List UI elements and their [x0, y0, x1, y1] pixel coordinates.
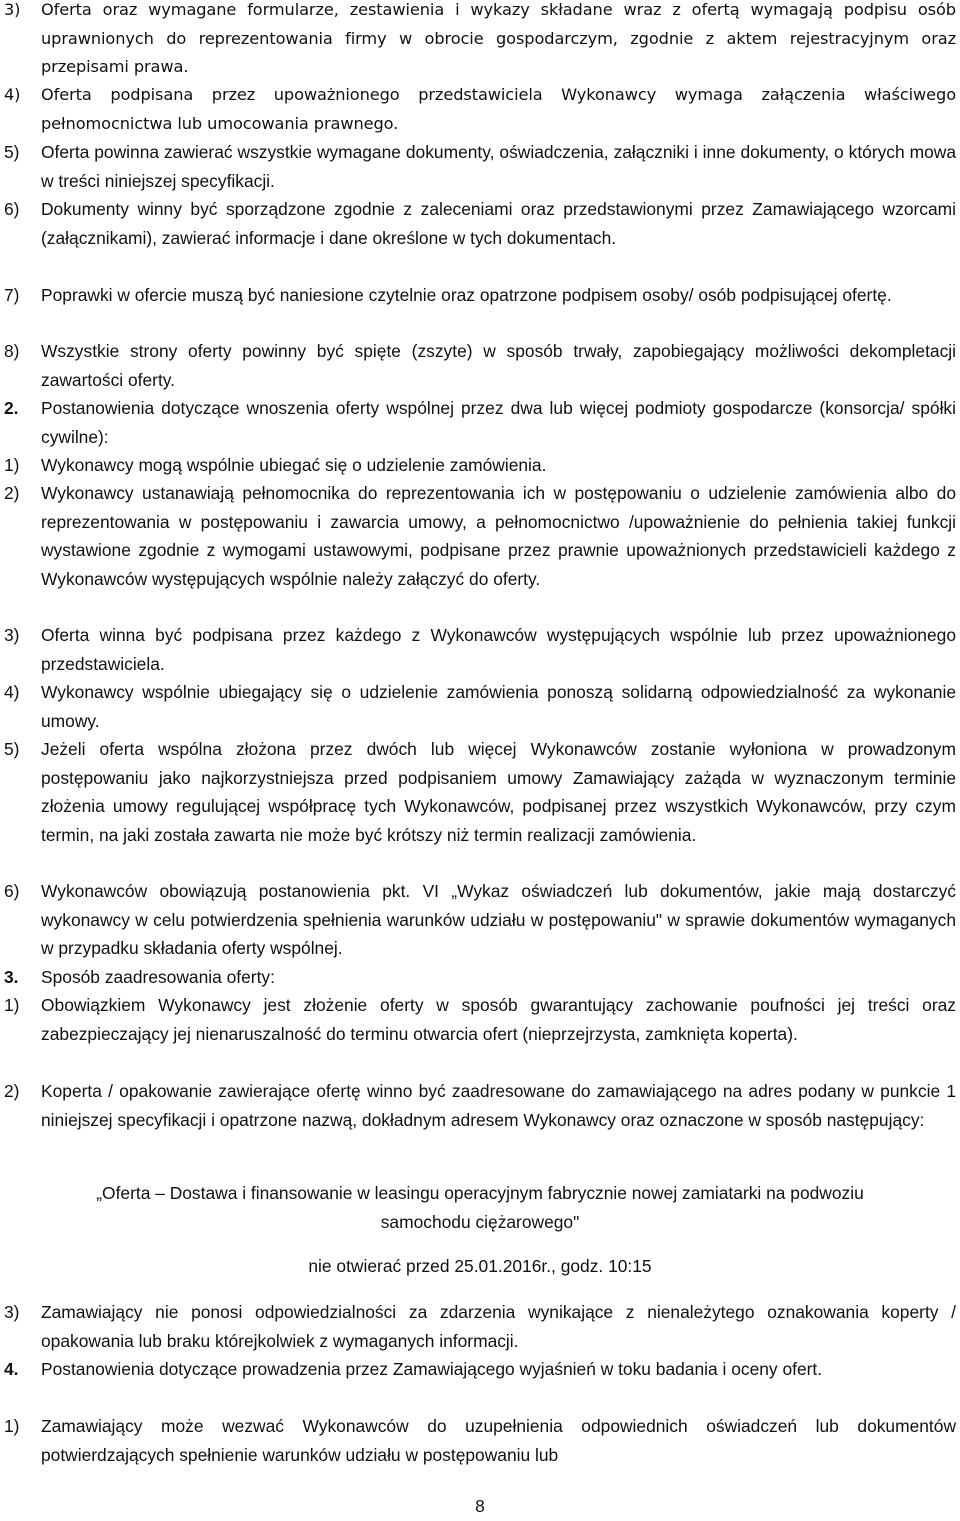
item-number: 1)	[4, 455, 20, 475]
list-item	[0, 735, 956, 849]
item-number: 3)	[4, 0, 21, 19]
item-text: Jeżeli oferta wspólna złożona przez dwóch lub więcej Wykonawców zostanie wyłoniona w prowadzonym postępowaniu jako najkorzystniejsza przed podpisaniem umowy Zamawiający zażąda w wyznaczonym terminie złożenia umowy regulującej współpracę tych Wykonawców, podpisanej przez wszystkich Wykonawców, przy czym termin, na jaki została zawarta nie może być krótszy niż termin realizacji zamówienia.	[41, 739, 956, 845]
item-text: Wykonawcy mogą wspólnie ubiegać się o udzielenie zamówienia.	[41, 455, 547, 475]
list-item	[0, 451, 956, 480]
item-text: Zamawiający może wezwać Wykonawców do uzupełnienia odpowiednich oświadczeń lub dokumentów potwierdzających spełnienie warunków udziału w postępowaniu lub	[41, 1416, 956, 1465]
list-item	[0, 337, 956, 394]
section-heading	[0, 1355, 956, 1384]
section-number: 2.	[4, 398, 19, 418]
section-number: 4.	[4, 1359, 19, 1379]
item-number: 8)	[4, 341, 20, 361]
item-number: 4)	[4, 682, 20, 702]
item-text: Wszystkie strony oferty powinny być spięte (zszyte) w sposób trwały, zapobiegający możliwości dekompletacji zawartości oferty.	[41, 341, 956, 390]
item-number: 3)	[4, 1302, 20, 1322]
section-title: Postanowienia dotyczące wnoszenia oferty wspólnej przez dwa lub więcej podmioty gospodarcze (konsorcja/ spółki cywilne):	[41, 398, 956, 447]
list-item	[0, 138, 956, 195]
item-number: 3)	[4, 625, 20, 645]
list-item	[0, 991, 956, 1048]
list-item	[0, 1298, 956, 1355]
do-not-open-notice: nie otwierać przed 25.01.2016r., godz. 10:15	[308, 1256, 652, 1276]
item-text: Oferta powinna zawierać wszystkie wymagane dokumenty, oświadczenia, załączniki i inne dokumenty, o których mowa w treści niniejszej specyfikacji.	[41, 142, 956, 191]
item-text: Oferta podpisana przez upoważnionego przedstawiciela Wykonawcy wymaga załączenia właściwego pełnomocnictwa lub umocowania prawnego.	[41, 85, 956, 133]
list-item	[0, 281, 956, 310]
list-item	[0, 1077, 956, 1134]
section-heading	[0, 963, 956, 992]
item-text: Wykonawców obowiązują postanowienia pkt. VI „Wykaz oświadczeń lub dokumentów, jakie mają dostarczyć wykonawcy w celu potwierdzenia spełnienia warunków udziału w postępowaniu" w sprawie dokumentów wymaganych w przypadku składania oferty wspólnej.	[41, 881, 956, 958]
item-number: 7)	[4, 285, 20, 305]
item-number: 2)	[4, 1081, 20, 1101]
list-item	[0, 81, 956, 138]
section-title: Sposób zaadresowania oferty:	[41, 967, 275, 987]
item-text: Obowiązkiem Wykonawcy jest złożenie oferty w sposób gwarantujący zachowanie poufności jej treści oraz zabezpieczający jej nienaruszalność do terminu otwarcia ofert (nieprzejrzysta, zamknięta koperta).	[41, 995, 956, 1044]
section-heading	[0, 394, 956, 451]
list-item	[0, 678, 956, 735]
item-number: 6)	[4, 199, 20, 219]
item-text: Wykonawcy ustanawiają pełnomocnika do reprezentowania ich w postępowaniu o udzielenie zamówienia albo do reprezentowania w postępowaniu i zawarcia umowy, a pełnomocnictwo /upoważnienie do pełnienia takiej funkcji wystawione zgodnie z wymogami ustawowymi, podpisane przez prawnie upoważnionych przedstawicieli każdego z Wykonawców występujących wspólnie należy załączyć do oferty.	[41, 483, 956, 589]
item-text: Koperta / opakowanie zawierające ofertę winno być zaadresowane do zamawiającego na adres podany w punkcie 1 niniejszej specyfikacji i opatrzone nazwą, dokładnym adresem Wykonawcy oraz oznaczone w sposób następujący:	[41, 1081, 956, 1130]
item-number: 5)	[4, 142, 20, 162]
list-item	[0, 1412, 956, 1469]
item-number: 4)	[4, 85, 21, 104]
item-text: Oferta winna być podpisana przez każdego z Wykonawców występujących wspólnie lub przez upoważnionego przedstawiciela.	[41, 625, 956, 674]
list-item	[0, 0, 956, 82]
list-item	[0, 621, 956, 678]
item-text: Oferta oraz wymagane formularze, zestawienia i wykazy składane wraz z ofertą wymagają podpisu osób uprawnionych do reprezentowania firmy w obrocie gospodarczym, zgodnie z aktem rejestracyjnym oraz przepisami prawa.	[41, 0, 956, 76]
list-item	[0, 479, 956, 593]
list-item	[0, 877, 956, 963]
section-title: Postanowienia dotyczące prowadzenia przez Zamawiającego wyjaśnień w toku badania i oceny ofert.	[41, 1359, 823, 1379]
page-number: 8	[475, 1496, 485, 1516]
item-text: Dokumenty winny być sporządzone zgodnie z zaleceniami oraz przedstawionymi przez Zamawiającego wzorcami (załącznikami), zawierać informacje i dane określone w tych dokumentach.	[41, 199, 956, 248]
item-number: 5)	[4, 739, 20, 759]
envelope-label-line: samochodu ciężarowego"	[380, 1212, 580, 1232]
item-number: 6)	[4, 881, 20, 901]
item-number: 1)	[4, 1416, 20, 1436]
item-number: 1)	[4, 995, 20, 1015]
section-number: 3.	[4, 967, 19, 987]
item-text: Poprawki w ofercie muszą być naniesione czytelnie oraz opatrzone podpisem osoby/ osób podpisującej ofertę.	[41, 285, 892, 305]
item-text: Zamawiający nie ponosi odpowiedzialności za zdarzenia wynikające z nienależytego oznakowania koperty / opakowania lub braku którejkolwiek z wymaganych informacji.	[41, 1302, 956, 1351]
envelope-label-line: „Oferta – Dostawa i finansowanie w leasingu operacyjnym fabrycznie nowej zamiatarki na podwoziu	[96, 1183, 864, 1203]
item-number: 2)	[4, 483, 20, 503]
item-text: Wykonawcy wspólnie ubiegający się o udzielenie zamówienia ponoszą solidarną odpowiedzialność za wykonanie umowy.	[41, 682, 956, 731]
list-item	[0, 195, 956, 252]
